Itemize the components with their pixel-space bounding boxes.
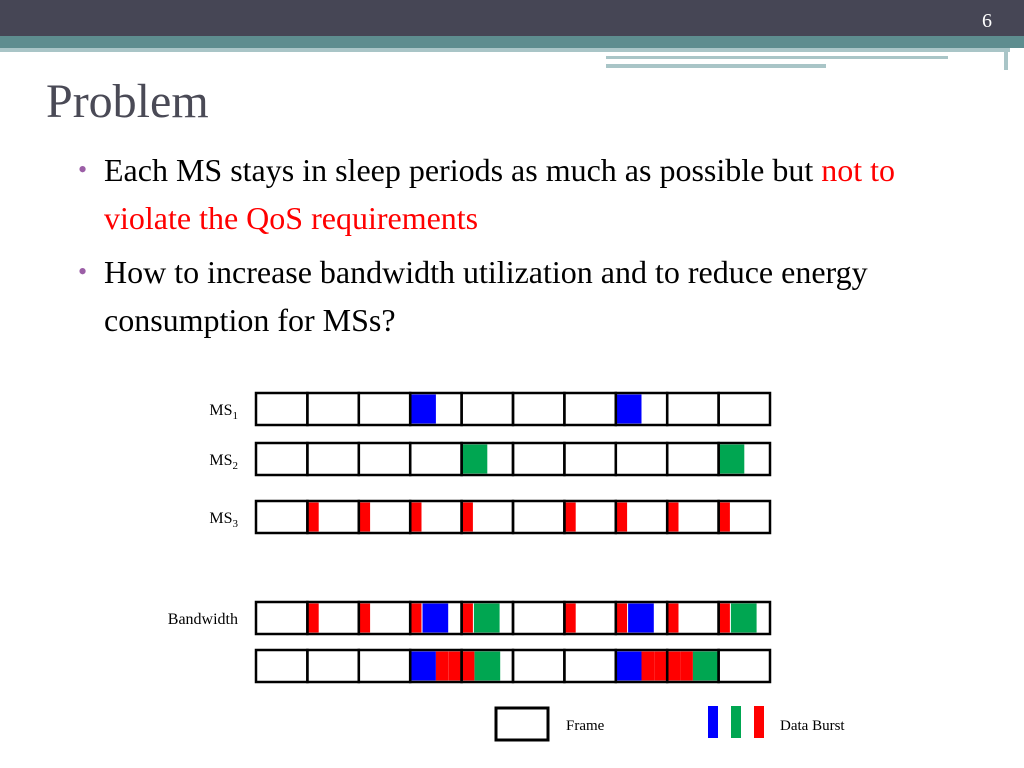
data-burst-red [449,652,462,681]
frame-cell [719,650,770,682]
legend-burst-swatch-green [731,706,741,738]
diagram-row-4 [168,602,770,634]
frame-cell [256,443,307,475]
frame-cell [667,393,718,425]
frame-cell [462,393,513,425]
frame-cell [719,393,770,425]
data-burst-red [616,503,627,532]
data-burst-red [436,652,449,681]
data-burst-blue [628,604,654,633]
data-burst-red [410,604,421,633]
data-burst-red [642,652,655,681]
data-burst-green [719,445,745,474]
row-label-subscript: 2 [232,460,238,472]
slide-number: 6 [982,10,992,32]
row-label-main: MS [209,402,233,419]
bullet-dot-icon: • [78,257,88,286]
data-burst-red [667,652,680,681]
diagram-legend [496,706,845,740]
data-burst-red [654,652,667,681]
data-burst-red [462,503,473,532]
frame-cell [513,602,564,634]
data-burst-green [693,652,719,681]
diagram-row-1 [209,393,770,425]
bullet-highlight-1: not to violate the QoS requirements [104,152,896,236]
bullet-dot-icon: • [78,155,88,184]
frame-cell [410,443,461,475]
data-burst-red [410,503,421,532]
frame-cell [564,650,615,682]
row-label [168,611,238,628]
data-burst-red [307,604,318,633]
data-burst-green [475,652,501,681]
legend-burst-swatch-blue [708,706,718,738]
row-label-main: Bandwidth [167,611,238,628]
row-label-main: MS [209,452,233,469]
data-burst-red [667,503,678,532]
row-label-main: MS [209,510,233,527]
data-burst-green [462,445,488,474]
data-burst-red [680,652,693,681]
frame-cell [256,650,307,682]
legend-frame-label: Frame [566,718,605,734]
data-burst-blue [616,652,642,681]
frame-cell [667,443,718,475]
frame-cell [513,443,564,475]
data-burst-red [667,604,678,633]
row-label [209,402,238,422]
frame-cell [359,393,410,425]
bullet-text-1: Each MS stays in sleep periods as much as possible but [104,152,822,188]
frame-cell [564,443,615,475]
data-burst-red [462,604,473,633]
data-burst-green [474,604,500,633]
data-burst-red [359,503,370,532]
data-burst-green [731,604,757,633]
frame-cell [359,650,410,682]
frame-cell [513,393,564,425]
frame-cell [256,501,307,533]
data-burst-red [564,604,575,633]
row-label-subscript: 3 [232,518,238,530]
bullet-text-2: How to increase bandwidth utilization and to reduce energy consumption for MSs? [104,254,868,338]
data-burst-red [719,503,730,532]
data-burst-blue [410,395,436,424]
frame-cell [307,443,358,475]
frame-cell [513,650,564,682]
legend-frame-swatch [496,708,548,740]
diagram-row-3 [209,501,770,533]
frame-cell [307,650,358,682]
diagram-row-5 [256,650,770,682]
diagram-row-2 [209,443,770,475]
legend-burst-label: Data Burst [780,718,845,734]
data-burst-blue [410,652,436,681]
data-burst-blue [616,395,642,424]
data-burst-red [359,604,370,633]
slide-title: Problem [46,75,209,128]
frame-cell [564,393,615,425]
frame-cell [307,393,358,425]
data-burst-red [462,652,475,681]
frame-cell [256,602,307,634]
legend-burst-swatch-red [754,706,764,738]
legend-burst-swatches [708,706,764,738]
row-label-subscript: 1 [232,410,238,422]
diagram-rows [168,393,770,682]
frame-cell [513,501,564,533]
frame-cell [616,443,667,475]
data-burst-red [564,503,575,532]
data-burst-blue [423,604,449,633]
frame-cell [256,393,307,425]
frame-cell [359,443,410,475]
data-burst-red [616,604,627,633]
row-label [209,510,238,530]
data-burst-red [307,503,318,532]
data-burst-red [719,604,730,633]
row-label [209,452,238,472]
